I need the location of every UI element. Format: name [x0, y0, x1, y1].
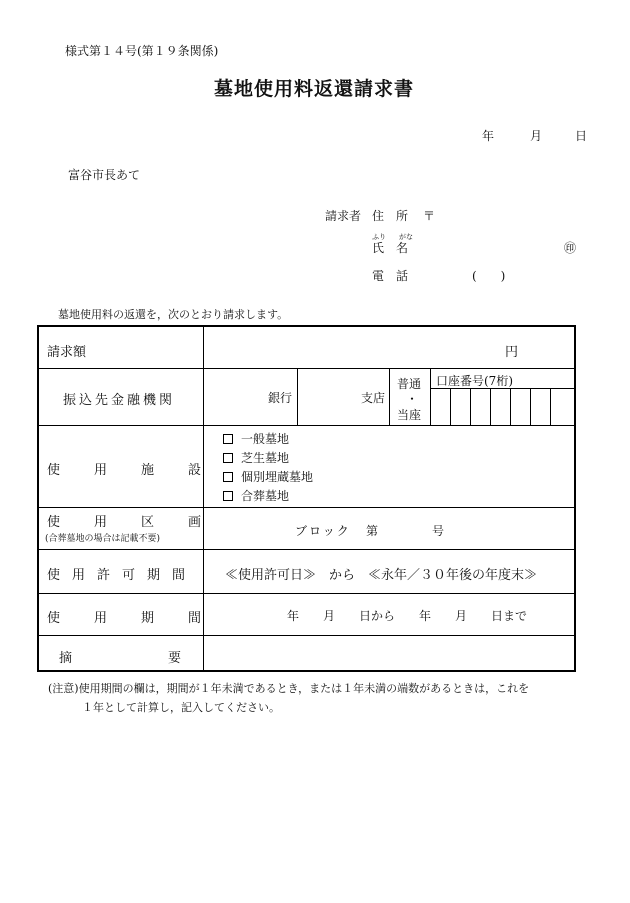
form-title: 墓地使用料返還請求書 — [214, 78, 415, 100]
date-day-label: 日 — [575, 129, 588, 143]
remarks-field[interactable] — [205, 637, 572, 668]
phone-label: 電 話 — [372, 269, 409, 283]
section-label: 使用区画 — [47, 515, 236, 530]
use-period-value: 年 月 日から 年 月 日まで — [287, 609, 528, 623]
use-period-label: 使用期間 — [47, 611, 236, 626]
facility-option-communal[interactable]: 合葬墓地 — [223, 487, 289, 504]
checkbox-icon — [223, 434, 233, 444]
amount-field[interactable] — [205, 329, 495, 366]
account-type-dot: ・ — [406, 392, 419, 406]
account-number-label: 口座番号(7桁) — [436, 374, 513, 388]
remarks-label: 摘要 — [59, 651, 278, 666]
checkbox-icon — [223, 491, 233, 501]
phone-paren: ( ) — [472, 269, 506, 283]
note-line-2: １年として計算し，記入してください。 — [82, 701, 280, 714]
account-type-ordinary[interactable]: 普通 — [397, 377, 422, 391]
form-number: 様式第１４号(第１９条関係) — [65, 44, 219, 58]
name-label: 氏 名 — [372, 241, 409, 255]
facility-label: 使用施設 — [47, 463, 236, 478]
amount-label: 請求額 — [47, 345, 87, 360]
block-dai: 第 — [366, 524, 379, 538]
date-year-label: 年 — [482, 129, 495, 143]
seal-mark: ㊞ — [564, 241, 577, 255]
postal-mark: 〒 — [423, 209, 436, 223]
facility-option-individual[interactable]: 個別埋蔵墓地 — [223, 468, 313, 485]
note-line-1: (注意)使用期間の欄は，期間が１年未満であるとき，または１年未満の端数があるときは，これを — [48, 682, 530, 695]
account-type-checking[interactable]: 当座 — [397, 408, 422, 422]
claimant-label: 請求者 — [325, 209, 362, 223]
block-label: ブロック — [295, 524, 351, 538]
block-go: 号 — [432, 524, 445, 538]
name-ruby-furi: ふり — [372, 233, 386, 241]
facility-option-lawn[interactable]: 芝生墓地 — [223, 449, 289, 466]
facility-option-general[interactable]: 一般墓地 — [223, 430, 289, 447]
bank-label: 振込先金融機関 — [63, 393, 176, 408]
checkbox-icon — [223, 453, 233, 463]
checkbox-icon — [223, 472, 233, 482]
amount-unit: 円 — [505, 345, 519, 360]
intro-text: 墓地使用料の返還を，次のとおり請求します。 — [58, 308, 289, 321]
address-label: 住 所 — [372, 209, 409, 223]
section-note: (合葬墓地の場合は記載不要) — [45, 534, 161, 544]
name-ruby-gana: がな — [399, 233, 413, 241]
date-month-label: 月 — [530, 129, 543, 143]
bank-suffix: 銀行 — [268, 391, 293, 405]
addressee: 富谷市長あて — [68, 168, 141, 182]
permit-period-label: 使用許可期間 — [47, 568, 198, 583]
branch-suffix: 支店 — [361, 391, 386, 405]
claim-table — [37, 325, 576, 672]
permit-period-value: ≪使用許可日≫ から ≪永年／３０年後の年度末≫ — [225, 568, 538, 583]
